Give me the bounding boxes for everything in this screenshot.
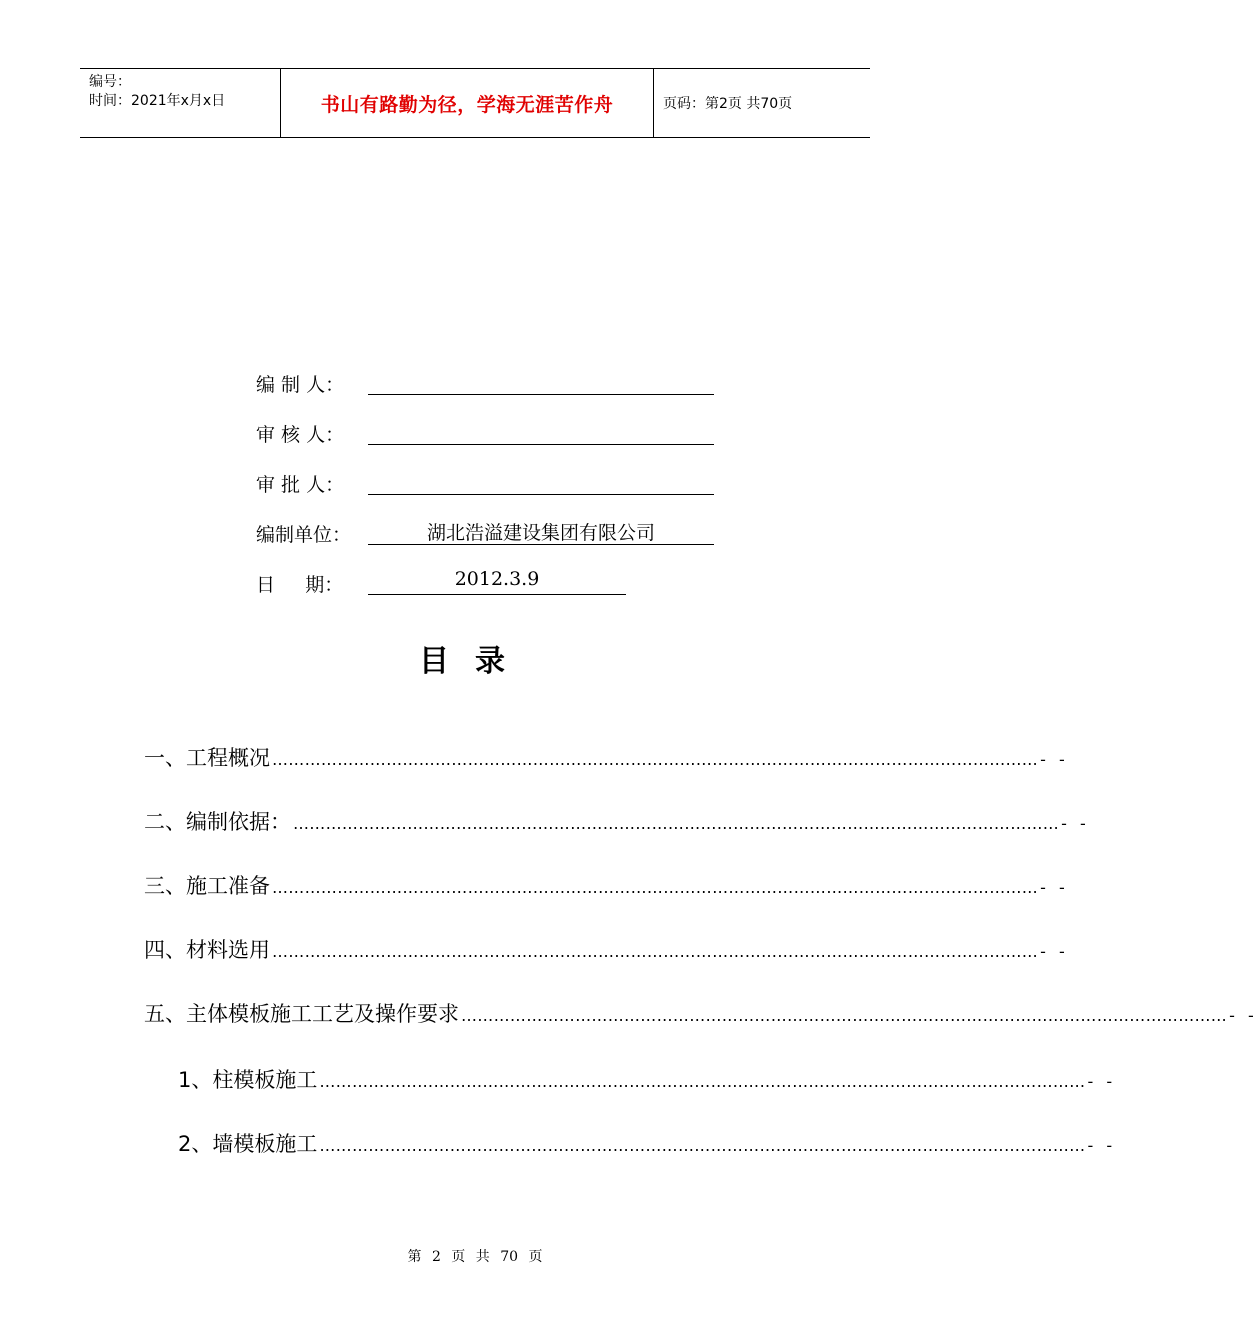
compiler-row [256, 366, 726, 416]
toc-item-page: - - [1040, 942, 1069, 961]
toc-item[interactable] [178, 1128, 1117, 1158]
approver-line [368, 494, 714, 495]
reviewer-line [368, 444, 714, 445]
toc-item-text: 1、柱模板施工 [178, 1068, 318, 1092]
toc-leader-dots: …………………………………………………………………………………………………………………………… [272, 878, 1039, 897]
page-footer: 第 2 页 共 70 页 [407, 1249, 543, 1265]
toc-item[interactable] [178, 1064, 1117, 1094]
date-label: 日 期： [256, 574, 344, 596]
toc-item[interactable] [144, 742, 1069, 772]
toc-item[interactable] [144, 998, 1258, 1028]
toc-leader-dots: …………………………………………………………………………………………………………………………… [319, 1072, 1086, 1091]
toc-item-text: 三、施工准备 [144, 874, 270, 898]
reviewer-label: 审 核 人： [256, 424, 345, 446]
toc-item-text: 一、工程概况 [144, 746, 270, 770]
header-motto: 书山有路勤为径，学海无涯苦作舟 [320, 93, 614, 116]
unit-value: 湖北浩溢建设集团有限公司 [426, 522, 655, 544]
header-meta [80, 69, 281, 137]
toc-title: 目录 [419, 644, 531, 679]
page-header [80, 68, 870, 138]
time-label: 时间：2021年x月x日 [89, 93, 226, 109]
date-row [256, 566, 726, 616]
signature-block [256, 366, 726, 616]
toc-item-text: 五、主体模板施工工艺及操作要求 [144, 1002, 459, 1026]
toc-leader-dots: …………………………………………………………………………………………………………………………… [272, 750, 1039, 769]
toc-leader-dots: …………………………………………………………………………………………………………………………… [293, 814, 1060, 833]
code-label: 编号： [89, 74, 131, 90]
header-motto-cell [281, 69, 654, 137]
toc-leader-dots: …………………………………………………………………………………………………………………………… [272, 942, 1039, 961]
toc-item-text: 四、材料选用 [144, 938, 270, 962]
toc-item[interactable] [144, 806, 1090, 836]
toc-leader-dots: …………………………………………………………………………………………………………………………… [319, 1136, 1086, 1155]
toc-item-page: - - [1087, 1072, 1117, 1091]
compiler-line [368, 394, 714, 395]
approver-row [256, 466, 726, 516]
unit-row [256, 516, 726, 566]
toc-item-page: - - [1061, 814, 1090, 833]
unit-line [368, 544, 714, 545]
toc-item[interactable] [144, 934, 1069, 964]
date-value: 2012.3.9 [454, 568, 540, 590]
toc-item-page: - - [1040, 750, 1069, 769]
header-page-info: 页码：第2页 共70页 [663, 96, 793, 112]
toc-item[interactable] [144, 870, 1069, 900]
approver-label: 审 批 人： [256, 474, 345, 496]
compiler-label: 编 制 人： [256, 374, 345, 396]
reviewer-row [256, 416, 726, 466]
toc-leader-dots: …………………………………………………………………………………………………………………………… [461, 1006, 1228, 1025]
date-line [368, 594, 626, 595]
toc-item-page: - - [1087, 1136, 1117, 1155]
header-page-info-cell [654, 69, 870, 137]
toc-item-text: 二、编制依据： [144, 810, 291, 834]
toc-item-text: 2、墙模板施工 [178, 1132, 318, 1156]
toc-item-page: - - [1229, 1006, 1258, 1025]
unit-label: 编制单位： [256, 524, 352, 546]
toc-item-page: - - [1040, 878, 1069, 897]
